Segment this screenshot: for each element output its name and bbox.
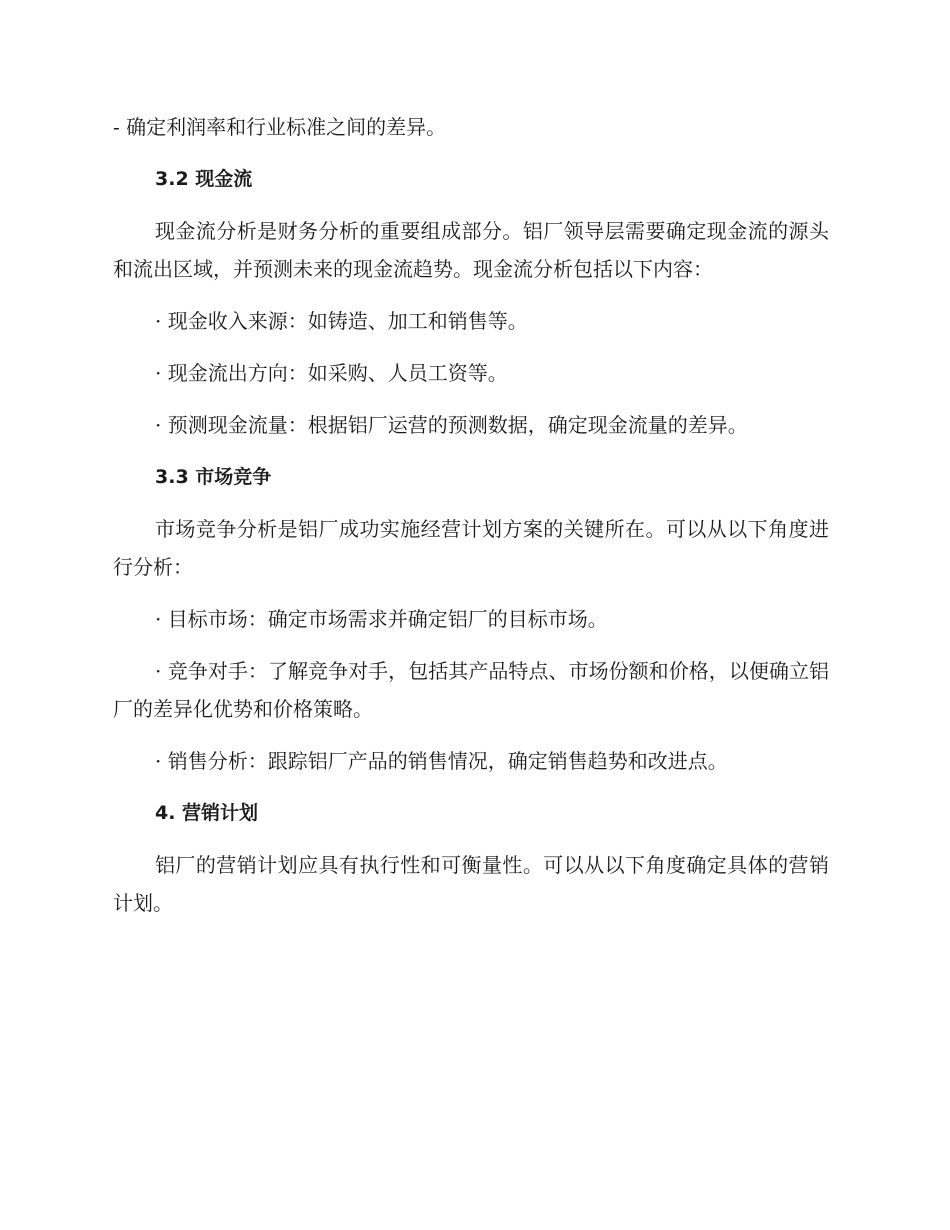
bullet-cash-outflow: · 现金流出方向：如采购、人员工资等。 — [155, 361, 508, 385]
bullet-sales-analysis: · 销售分析：跟踪铝厂产品的销售情况，确定销售趋势和改进点。 — [155, 749, 728, 773]
bullet-competitors: · 竞争对手：了解竞争对手，包括其产品特点、市场份额和价格，以便确立铝厂的差异化优势和价格策略。 — [113, 659, 829, 721]
bullet-target-market: · 目标市场：确定市场需求并确定铝厂的目标市场。 — [155, 607, 608, 631]
bullet-cash-income: · 现金收入来源：如铸造、加工和销售等。 — [155, 309, 528, 333]
heading-cash-flow: 3.2 现金流 — [155, 168, 253, 190]
bullet-cash-forecast: · 预测现金流量：根据铝厂运营的预测数据，确定现金流量的差异。 — [155, 413, 748, 437]
paragraph-cash-flow-intro: 现金流分析是财务分析的重要组成部分。铝厂领导层需要确定现金流的源头和流出区域，并预测未来的现金流趋势。现金流分析包括以下内容： — [113, 219, 829, 281]
document-page — [113, 108, 829, 936]
paragraph-margin-difference: - 确定利润率和行业标准之间的差异。 — [113, 115, 447, 139]
paragraph-market-intro: 市场竞争分析是铝厂成功实施经营计划方案的关键所在。可以从以下角度进行分析： — [113, 517, 829, 579]
heading-market-competition: 3.3 市场竞争 — [155, 466, 272, 488]
paragraph-marketing-plan: 铝厂的营销计划应具有执行性和可衡量性。可以从以下角度确定具体的营销计划。 — [113, 853, 829, 915]
heading-marketing-plan: 4. 营销计划 — [155, 802, 259, 824]
